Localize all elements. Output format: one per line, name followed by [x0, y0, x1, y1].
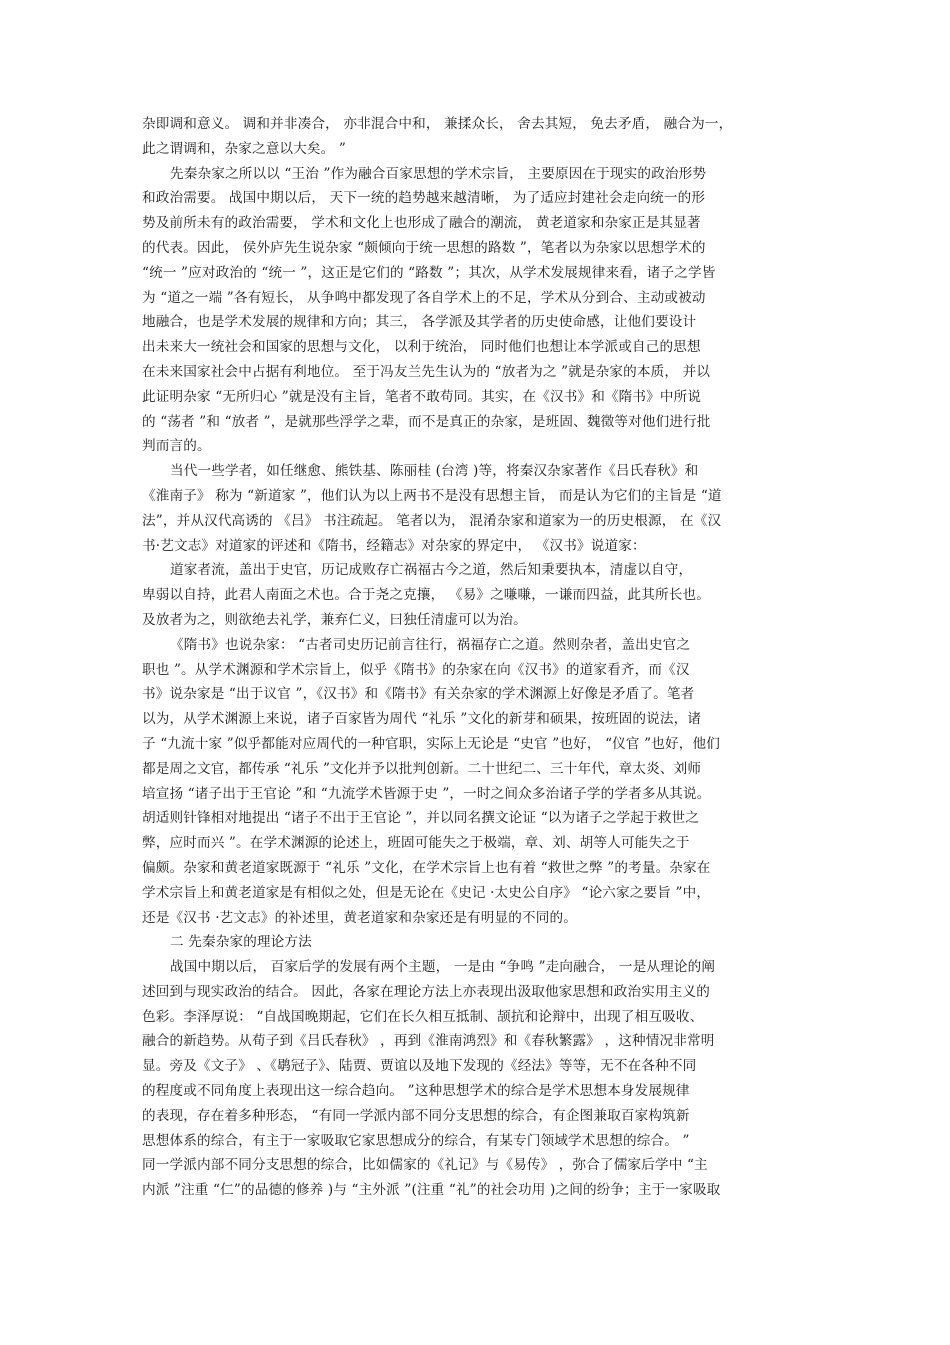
text-line: 都是周之文官，都传承 “礼乐 ”文化并予以批判创新。二十世纪二、三十年代，章太炎、刘师 [142, 760, 702, 777]
text-line: 和政治需要。 战国中期以后， 天下一统的趋势越来越清晰， 为了适应封建社会走向统一的形 [142, 190, 706, 207]
text-line: 培宣扬 “诸子出于王官论 ”和 “九流学术皆源于史 ”，一时之间众多治诸子学的学者多从其说。 [142, 785, 711, 802]
text-line: 杂即调和意义。 调和并非凑合， 亦非混合中和， 兼揉众长， 舍去其短， 免去矛盾， 融合为一， [142, 116, 733, 132]
text-line: 还是《汉书 ·艺文志》的补述里，黄老道家和杂家还是有明显的不同的。 [142, 909, 577, 926]
document-page [142, 112, 814, 1203]
text-line: 战国中期以后， 百家后学的发展有两个主题， 一是由 “争鸣 ”走向融合， 一是从理论的阐 [170, 959, 716, 976]
text-line: 地融合，也是学术发展的规律和方向；其三， 各学派及其学者的历史使命感，让他们要设计 [142, 314, 697, 331]
text-line: 卑弱以自持，此君人南面之术也。合于尧之克攘， 《易》之嗛嗛，一谦而四益，此其所长也。 [142, 587, 710, 604]
text-line: 先秦杂家之所以以 “王治 ”作为融合百家思想的学术宗旨， 主要原因在于现实的政治形势 [170, 165, 707, 182]
text-line: 同一学派内部不同分支思想的综合，比如儒家的《礼记》与《易传》 ，弥合了儒家后学中 “主 [142, 1157, 708, 1174]
text-line: 《隋书》也说杂家： “古者司史历记前言往行，祸福存亡之道。然则杂者，盖出史官之 [170, 636, 691, 653]
text-line: 以为，从学术渊源上来说，诸子百家皆为周代 “礼乐 ”文化的新芽和硕果，按班固的说法，诸 [142, 711, 702, 728]
text-line: 融合的新趋势。从荀子到《吕氏春秋》 ，再到《淮南鸿烈》和《春秋繁露》 ，这种情况非常明 [142, 1033, 715, 1050]
text-line: 势及前所未有的政治需要， 学术和文化上也形成了融合的潮流， 黄老道家和杂家正是其显著 [142, 215, 701, 232]
text-line: 弊，应时而兴 ”。在学术渊源的论述上，班固可能失之于极端，章、刘、胡等人可能失之于 [142, 835, 690, 852]
text-line: 内派 ”注重 “仁”的品德的修养 )与 “主外派 ”(注重 “礼”的社会功用 )之间的纷争；主于一家吸取 [142, 1182, 721, 1199]
text-line: 此证明杂家 “无所归心 ”就是没有主旨，笔者不敢苟同。其实，在《汉书》和《隋书》中所说 [142, 388, 702, 405]
text-line: 书·艺文志》对道家的评述和《隋书，经籍志》对杂家的界定中， 《汉书》说道家： [142, 537, 646, 554]
text-line: 偏颇。杂家和黄老道家既源于 “礼乐 ”文化，在学术宗旨上也有着 “救世之弊 ”的考量。杂家在 [142, 859, 711, 876]
text-line: 此之谓调和，杂家之意以大矣。 ” [142, 140, 346, 157]
text-line: 的 “荡者 ”和 “放者 ”，是就那些浮学之辈，而不是真正的杂家，是班固、魏徵等对他们进行批 [142, 413, 711, 430]
text-line: 显。旁及《文子》 、《鹖冠子》、陆贾、贾谊以及地下发现的《经法》等等，无不在各种不同 [142, 1058, 697, 1075]
text-line: 道家者流，盖出于史官，历记成败存亡祸福古今之道，然后知秉要执本，清虚以自守， [170, 562, 693, 579]
text-line: 子 “九流十家 ”似乎都能对应周代的一种官职，实际上无论是 “史官 ”也好， “仪官 ”也好，他们 [142, 735, 720, 752]
text-line: 学术宗旨上和黄老道家是有相似之处，但是无论在《史记 ·太史公自序》 “论六家之要旨 ”中， [142, 884, 711, 901]
text-line: 色彩。李泽厚说： “自战国晚期起，它们在长久相互抵制、颉抗和论辩中，出现了相互吸收、 [142, 1008, 704, 1025]
text-line: 判而言的。 [142, 438, 211, 455]
text-line: 的代表。因此， 侯外庐先生说杂家 “颇倾向于统一思想的路数 ”，笔者以为杂家以思想学术的 [142, 239, 706, 256]
text-line: 为 “道之一端 ”各有短长， 从争鸣中都发现了各自学术上的不足，学术从分到合、主动或被动 [142, 289, 706, 306]
text-line: “统一 ”应对政治的 “统一 ”，这正是它们的 “路数 ”；其次，从学术发展规律来看，诸子之学皆 [142, 264, 716, 281]
text-line: 的程度或不同角度上表现出这一综合趋向。 ”这种思想学术的综合是学术思想本身发展规律 [142, 1083, 690, 1100]
text-line: 法”，并从汉代高诱的 《吕》 书注疏起。 笔者以为， 混淆杂家和道家为一的历史根源， 在《汉 [142, 512, 722, 529]
text-line: 胡适则针锋相对地提出 “诸子不出于王官论 ”，并以同名撰文论证 “以为诸子之学起于救世之 [142, 810, 699, 827]
text-line: 职也 ”。从学术渊源和学术宗旨上，似乎《隋书》的杂家在向《汉书》的道家看齐，而《汉 [142, 661, 690, 678]
section-heading: 二 先秦杂家的理论方法 [170, 934, 312, 951]
text-line: 述回到与现实政治的结合。 因此，各家在理论方法上亦表现出汲取他家思想和政治实用主义的 [142, 983, 710, 1000]
text-line: 当代一些学者，如任继愈、熊铁基、陈丽桂 (台湾 )等，将秦汉杂家著作《吕氏春秋》和 [170, 463, 699, 480]
text-line: 《淮南子》 称为 “新道家 ”，他们认为以上两书不是没有思想主旨， 而是认为它们的主旨是 “道 [142, 487, 722, 504]
text-line: 的表现，存在着多种形态， “有同一学派内部不同分支思想的综合，有企图兼取百家构筑新 [142, 1107, 690, 1124]
text-line: 书》说杂家是 “出于议官 ”，《汉书》和《隋书》有关杂家的学术渊源上好像是矛盾了。笔者 [142, 686, 695, 703]
text-line: 在未来国家社会中占据有利地位。 至于冯友兰先生认为的 “放者为之 ”就是杂家的本质， 并以 [142, 363, 711, 380]
text-line: 及放者为之，则欲绝去礼学，兼弃仁义，曰独任清虚可以为治。 [142, 611, 527, 628]
text-line: 思想体系的综合，有主于一家吸取它家思想成分的综合，有某专门领域学术思想的综合。 ” [142, 1132, 690, 1149]
text-line: 出未来大一统社会和国家的思想与文化， 以利于统治， 同时他们也想让本学派或自己的思想 [142, 339, 701, 356]
